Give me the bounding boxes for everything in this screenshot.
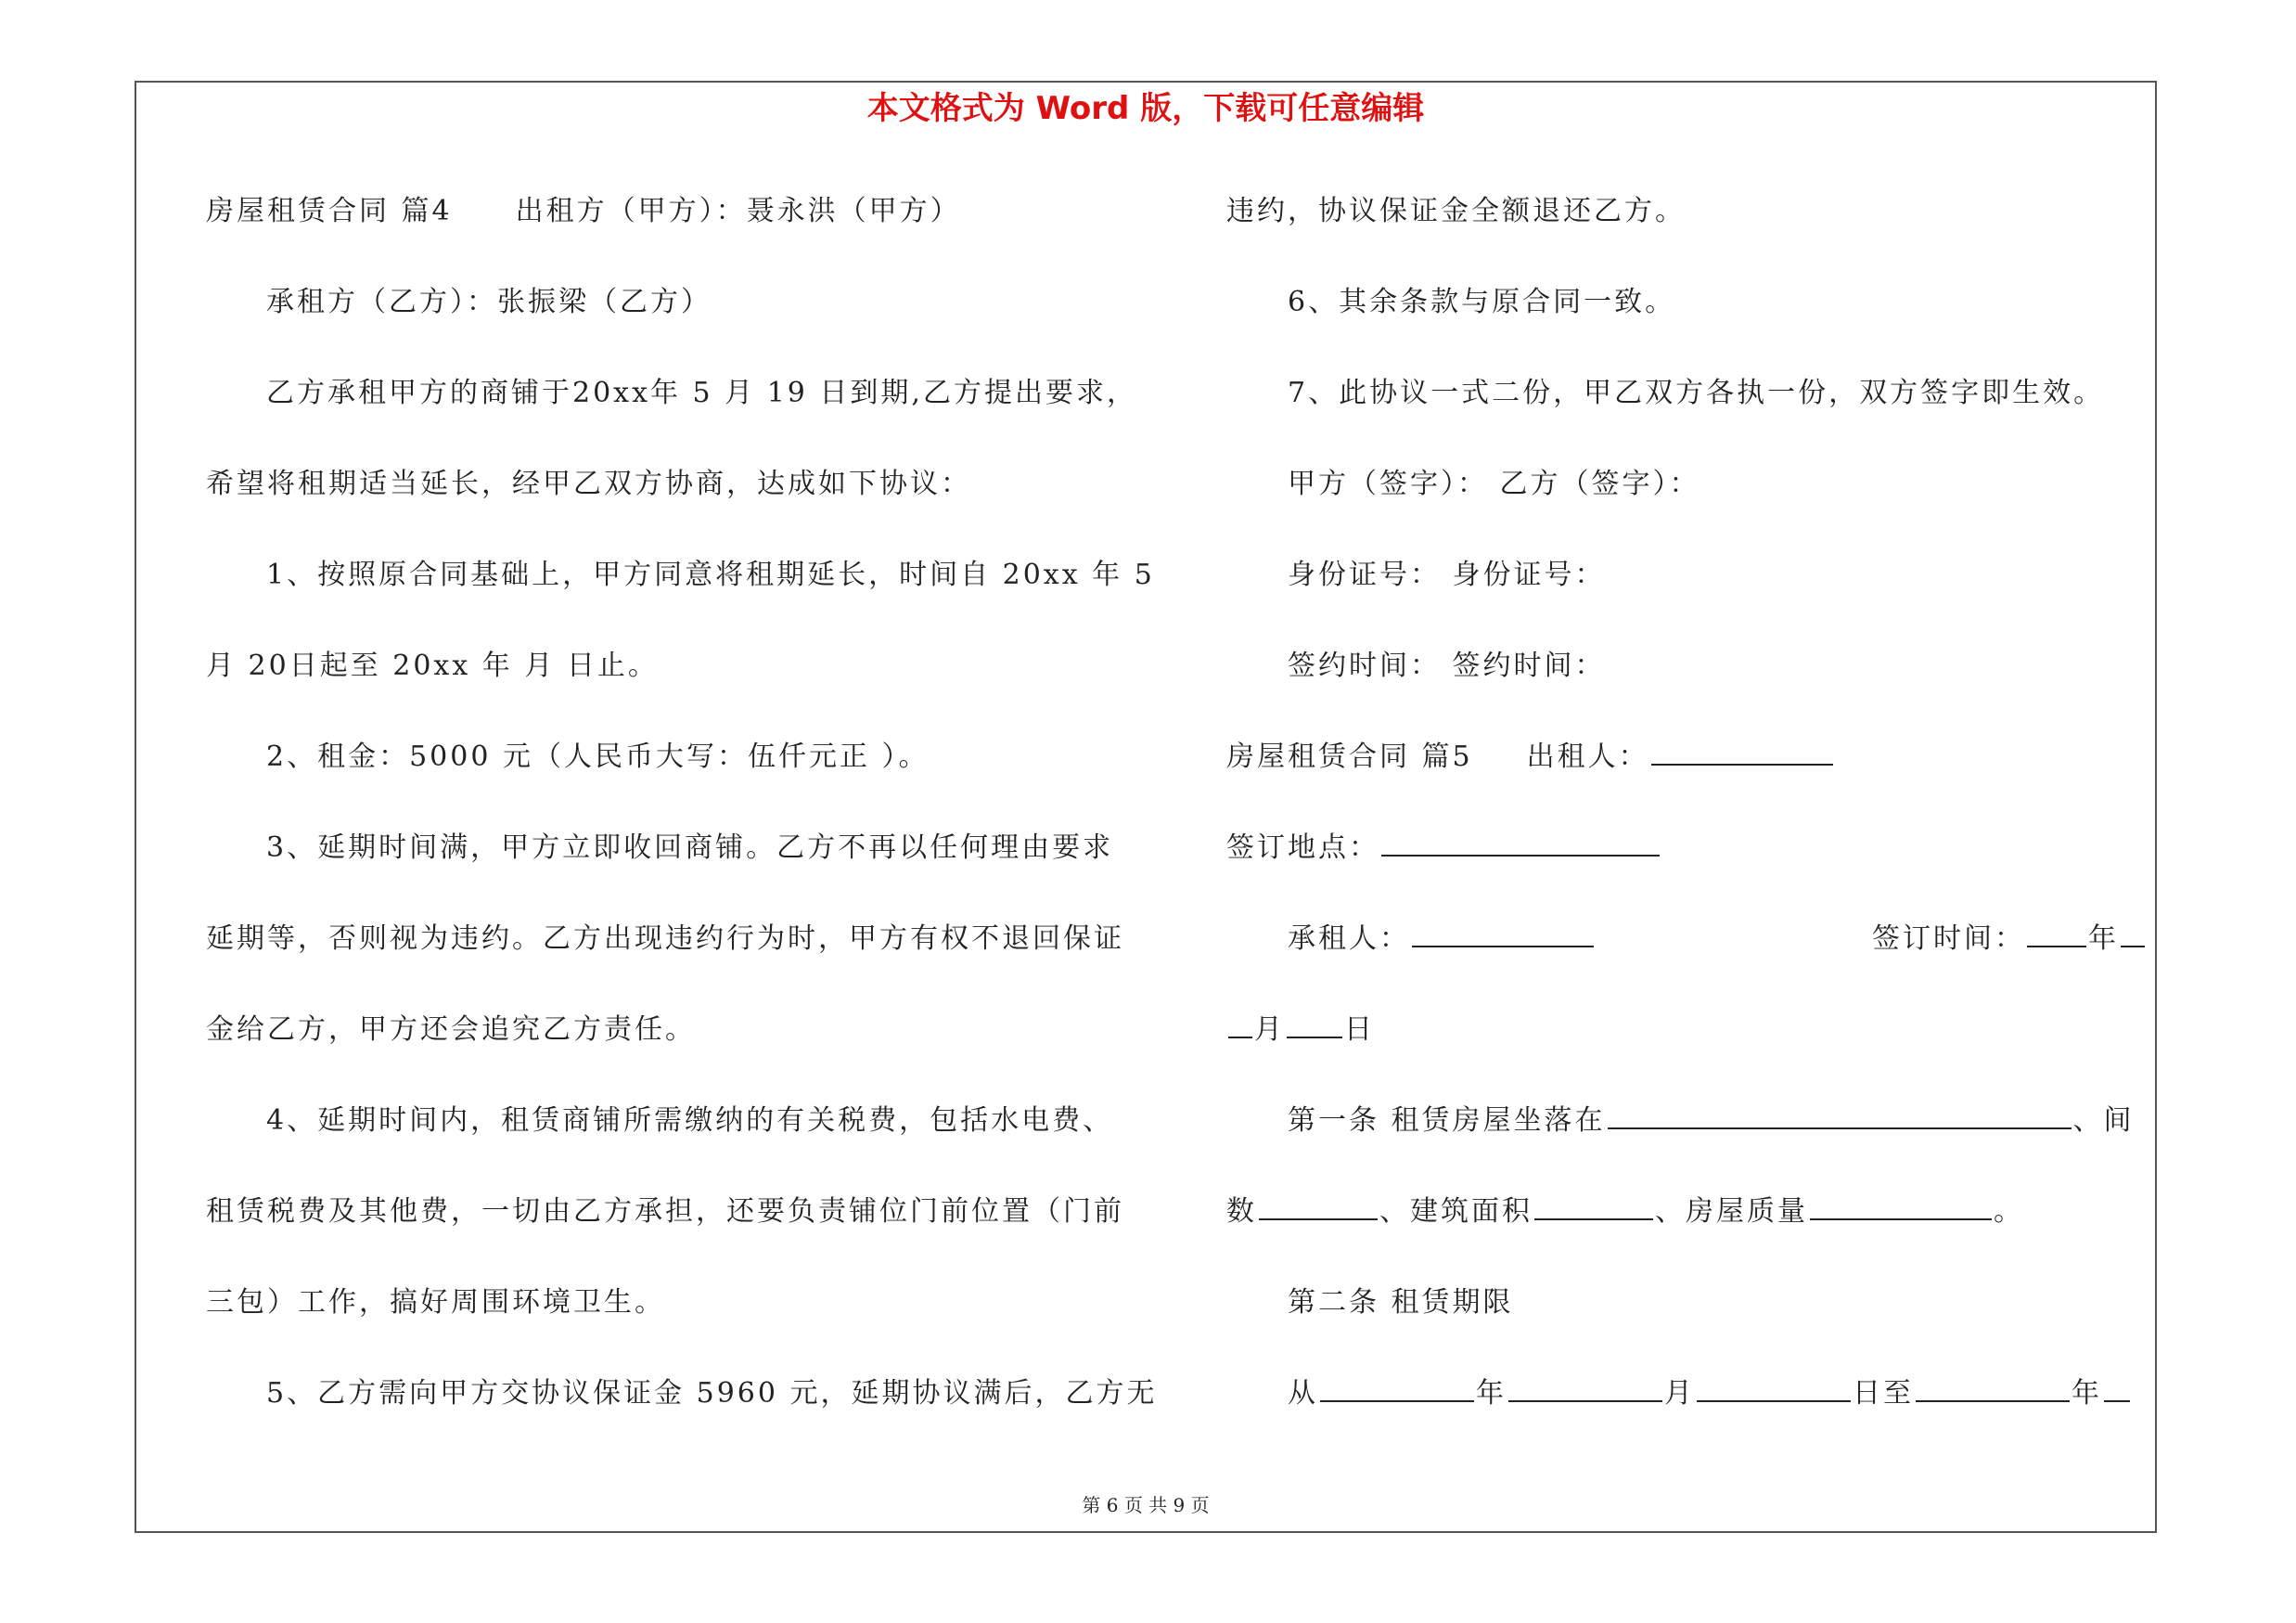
signing-time-line (1872, 921, 2147, 958)
to-label: 日至 (1853, 1377, 1914, 1410)
id-number-line: 身份证号： 身份证号： (1288, 559, 1606, 591)
paragraph-text: 延期等，否则视为违约。乙方出现违约行为时，甲方有权不退回保证 (206, 922, 1124, 955)
paragraph-text: 三包）工作，搞好周围环境卫生。 (206, 1286, 665, 1319)
from-year-blank (1320, 1376, 1474, 1402)
lessee-line (1288, 921, 1596, 958)
clause-1: 1、按照原合同基础上，甲方同意将租期延长，时间自 20xx 年 5 (266, 559, 1155, 591)
date-continuation-line (1226, 1011, 1375, 1049)
rooms-label-end: 数 (1226, 1195, 1257, 1228)
from-year-label: 年 (1476, 1377, 1507, 1410)
contract-title-5: 房屋租赁合同 篇5 (1226, 741, 1473, 773)
paragraph-text: 租赁税费及其他费，一切由乙方承担，还要负责铺位门前位置（门前 (206, 1195, 1124, 1228)
day-blank (1287, 1012, 1342, 1038)
house-quality-blank (1810, 1194, 1992, 1220)
month-label: 月 (1254, 1013, 1285, 1046)
lessor-blank (1651, 740, 1833, 766)
article-2-heading: 第二条 租赁期限 (1288, 1286, 1514, 1319)
year-label: 年 (2088, 922, 2119, 955)
year-blank (2027, 921, 2086, 947)
clause-3: 3、延期时间满，甲方立即收回商铺。乙方不再以任何理由要求 (266, 831, 1114, 864)
article-1-label: 第一条 租赁房屋坐落在 (1288, 1104, 1606, 1137)
from-month-label: 月 (1664, 1377, 1695, 1410)
contract-title-5-line (1226, 739, 1835, 776)
paragraph-text: 希望将租期适当延长，经甲乙双方协商，达成如下协议： (206, 468, 971, 500)
lease-term-line (1288, 1375, 2132, 1412)
paragraph-text: 金给乙方，甲方还会追究乙方责任。 (206, 1013, 696, 1046)
house-quality-label: 、房屋质量 (1655, 1195, 1808, 1228)
clause-7: 7、此协议一式二份，甲乙双方各执一份，双方签字即生效。 (1288, 377, 2105, 409)
rooms-label-start: 、间 (2072, 1104, 2135, 1137)
clause-5: 5、乙方需向甲方交协议保证金 5960 元，延期协议满后，乙方无 (266, 1377, 1158, 1410)
location-blank (1608, 1103, 2072, 1129)
lessee-blank (1412, 921, 1594, 947)
lessee-label: 承租人： (1288, 922, 1410, 955)
floor-area-blank (1534, 1194, 1653, 1220)
day-label: 日 (1344, 1013, 1375, 1046)
to-year-label: 年 (2072, 1377, 2102, 1410)
month-blank-start (2121, 921, 2145, 947)
page-number: 第 6 页 共 9 页 (1082, 1494, 1210, 1516)
signing-date-line: 签约时间： 签约时间： (1288, 650, 1606, 682)
from-label: 从 (1288, 1377, 1318, 1410)
paragraph-text: 月 20日起至 20xx 年 月 日止。 (206, 650, 659, 682)
period-mark: 。 (1994, 1195, 2024, 1228)
paragraph-text: 乙方承租甲方的商铺于20xx年 5 月 19 日到期,乙方提出要求， (266, 377, 1137, 409)
lessor-label: 出租人： (1526, 741, 1649, 773)
lessee-party-b: 承租方（乙方）：张振梁（乙方） (266, 286, 712, 318)
article-1-continued (1226, 1193, 2024, 1230)
from-day-blank (1697, 1376, 1851, 1402)
from-month-blank (1508, 1376, 1662, 1402)
paragraph-text: 违约，协议保证金全额退还乙方。 (1226, 195, 1686, 227)
signing-place-line (1226, 830, 1661, 867)
clause-6: 6、其余条款与原合同一致。 (1288, 286, 1676, 318)
signature-line: 甲方（签字）： 乙方（签字）： (1288, 468, 1700, 500)
contract-title-4-line (206, 193, 961, 230)
document-banner: 本文格式为 Word 版，下载可任意编辑 (866, 90, 1425, 127)
to-month-blank (2104, 1376, 2130, 1402)
month-blank-end (1228, 1012, 1252, 1038)
to-year-blank (1916, 1376, 2070, 1402)
lessor-party-a: 出租方（甲方）：聂永洪（甲方） (515, 195, 961, 227)
contract-title-4: 房屋租赁合同 篇4 (206, 195, 453, 227)
signing-time-label: 签订时间： (1872, 922, 2025, 955)
signing-place-blank (1381, 831, 1660, 857)
clause-4: 4、延期时间内，租赁商铺所需缴纳的有关税费，包括水电费、 (266, 1104, 1114, 1137)
clause-2: 2、租金：5000 元（人民币大写：伍仟元正 ）。 (266, 741, 930, 773)
rooms-blank (1259, 1194, 1378, 1220)
floor-area-label: 、建筑面积 (1379, 1195, 1533, 1228)
article-1-line (1288, 1102, 2135, 1140)
signing-place-label: 签订地点： (1226, 831, 1379, 864)
